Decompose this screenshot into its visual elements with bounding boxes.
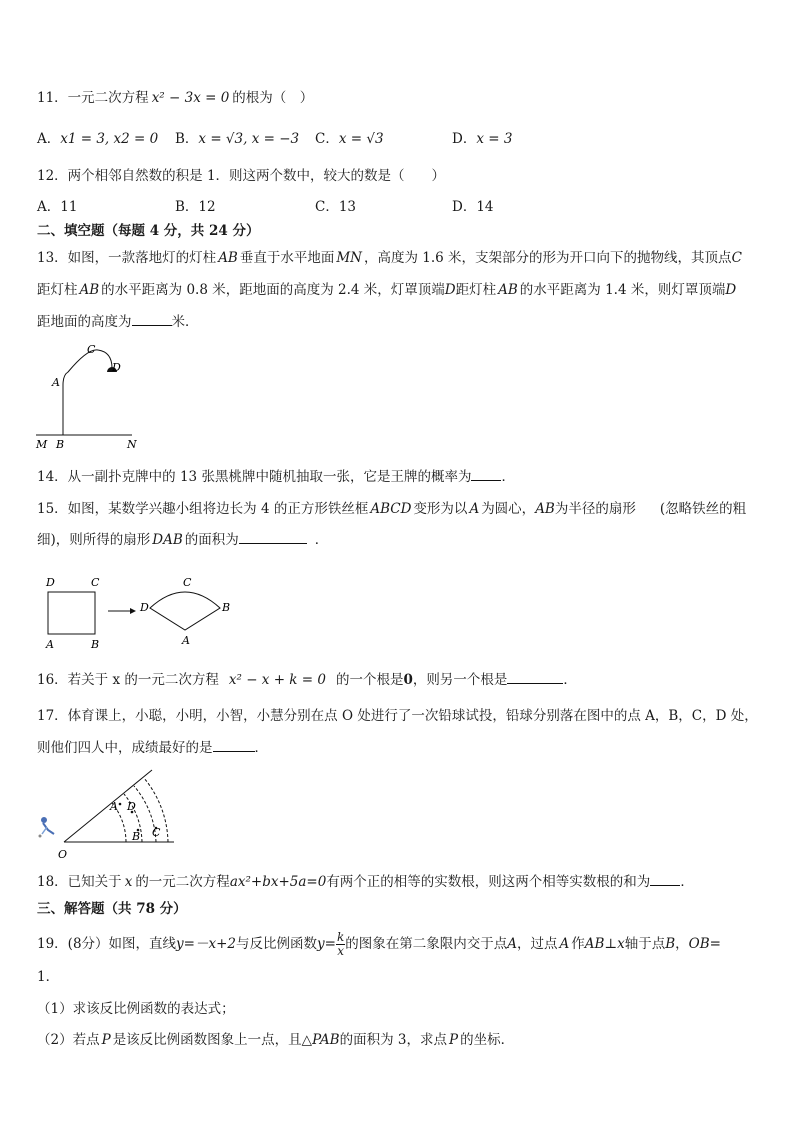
sq-label-d: D [46, 576, 55, 589]
square-abcd [48, 592, 95, 634]
q18-answer-blank[interactable] [650, 873, 680, 886]
q17-answer-blank[interactable] [213, 739, 255, 752]
arrow-icon [130, 608, 136, 614]
q15-line-2: 细)，则所得的扇形 DAB 的面积为 ． [37, 532, 329, 548]
q11-stem: 11．一元二次方程 x² − 3x = 0 的根为（ ） [37, 90, 314, 106]
q12-option-b[interactable]: B．12 [175, 199, 216, 215]
point-a [119, 803, 122, 806]
q14-stem: 14．从一副扑克牌中的 13 张黑桃牌中随机抽取一张，它是王牌的概率为 ． [37, 469, 515, 485]
q11-option-d[interactable]: D．x = 3 [452, 131, 513, 147]
q19-sub-1: （1）求该反比例函数的表达式； [37, 1001, 235, 1017]
sector-dab [150, 592, 220, 630]
thrower-icon [39, 817, 55, 838]
q13-line-2: 距灯柱 AB 的水平距离为 0.8 米，距地面的高度为 2.4 米，灯罩顶端D距灯柱 AB 的水平距离为 1.4 米，则灯罩顶端D [37, 282, 737, 298]
q13-line-1: 13．如图，一款落地灯的灯柱 AB 垂直于水平地面 MN ，高度为 1.6 米，支架部分的形为开口向下的抛物线，其顶点C [37, 250, 742, 266]
fig-label-o: O [58, 848, 68, 861]
q12-option-c[interactable]: C．13 [315, 199, 357, 215]
q15-figure [40, 572, 240, 652]
label-m: M [36, 438, 48, 451]
q15-answer-blank[interactable] [239, 531, 307, 544]
fraction-k-over-x: $\frac{k}{x}$ [336, 930, 345, 958]
q17-line-1: 17．体育课上，小聪，小明，小智，小慧分别在点 O 处进行了一次铅球试投，铅球分别落在图中的点 A，B，C，D 处， [37, 708, 758, 724]
q17-figure [34, 764, 184, 862]
q16-answer-blank[interactable] [507, 671, 563, 684]
q13-answer-blank[interactable] [132, 313, 172, 326]
label-b: B [56, 438, 65, 451]
q17-line-2: 则他们四人中，成绩最好的是 ． [37, 740, 268, 756]
sec-label-c: C [183, 576, 192, 589]
fig-label-a: A [110, 800, 118, 813]
label-a: A [52, 376, 60, 389]
q14-answer-blank[interactable] [471, 468, 501, 481]
sq-label-c: C [91, 576, 100, 589]
q11-option-c[interactable]: C．x = √3 [315, 131, 384, 147]
sec-label-a: A [182, 634, 190, 647]
q18-stem: 18．已知关于 x 的一元二次方程ax²+bx+5a=0有两个正的相等的实数根，则这两个相等实数根的和为 ． [37, 874, 694, 890]
sq-label-b: B [91, 638, 100, 651]
fig-label-b: B [132, 830, 141, 843]
q19-line-1: 19．(8分）如图，直线y=－x+2与反比例函数y= $\frac{k}{x}$ 的图象在第二象限内交于点A，过点 A 作AB⊥x轴于点B，OB= [37, 930, 721, 958]
q12-option-d[interactable]: D．14 [452, 199, 494, 215]
label-d: D [112, 361, 121, 374]
q19-sub-2: （2）若点 P 是该反比例函数图象上一点，且△PAB的面积为 3，求点 P 的坐标． [37, 1032, 515, 1048]
q12-option-a[interactable]: A．11 [37, 199, 78, 215]
q19-line-2: 1． [37, 969, 60, 985]
fig-label-d: D [127, 800, 136, 813]
section-2-heading: 二、填空题（每题 4 分，共 24 分） [37, 223, 260, 239]
q15-line-1: 15．如图，某数学兴趣小组将边长为 4 的正方形铁丝框 ABCD 变形为以 A 为圆心，AB为半径的扇形 (忽略铁丝的粗 [37, 501, 747, 517]
label-c: C [87, 343, 96, 356]
q16-stem: 16．若关于 x 的一元二次方程 x² − x + k = 0 的一个根是0，则另一个根是 ． [37, 672, 577, 688]
sq-label-a: A [46, 638, 54, 651]
q13-lamp-figure [30, 340, 160, 452]
section-3-heading: 三、解答题（共 78 分） [37, 901, 187, 917]
fig-label-c: C [152, 826, 161, 839]
sec-label-b: B [222, 601, 231, 614]
q11-option-b[interactable]: B．x = √3, x = −3 [175, 131, 300, 147]
q13-line-3: 距地面的高度为 米． [37, 314, 199, 330]
q11-option-a[interactable]: A．x1 = 3, x2 = 0 [37, 131, 159, 147]
q12-stem: 12．两个相邻自然数的积是 1．则这两个数中，较大的数是（ ） [37, 168, 446, 184]
label-n: N [127, 438, 137, 451]
sec-label-d: D [140, 601, 149, 614]
